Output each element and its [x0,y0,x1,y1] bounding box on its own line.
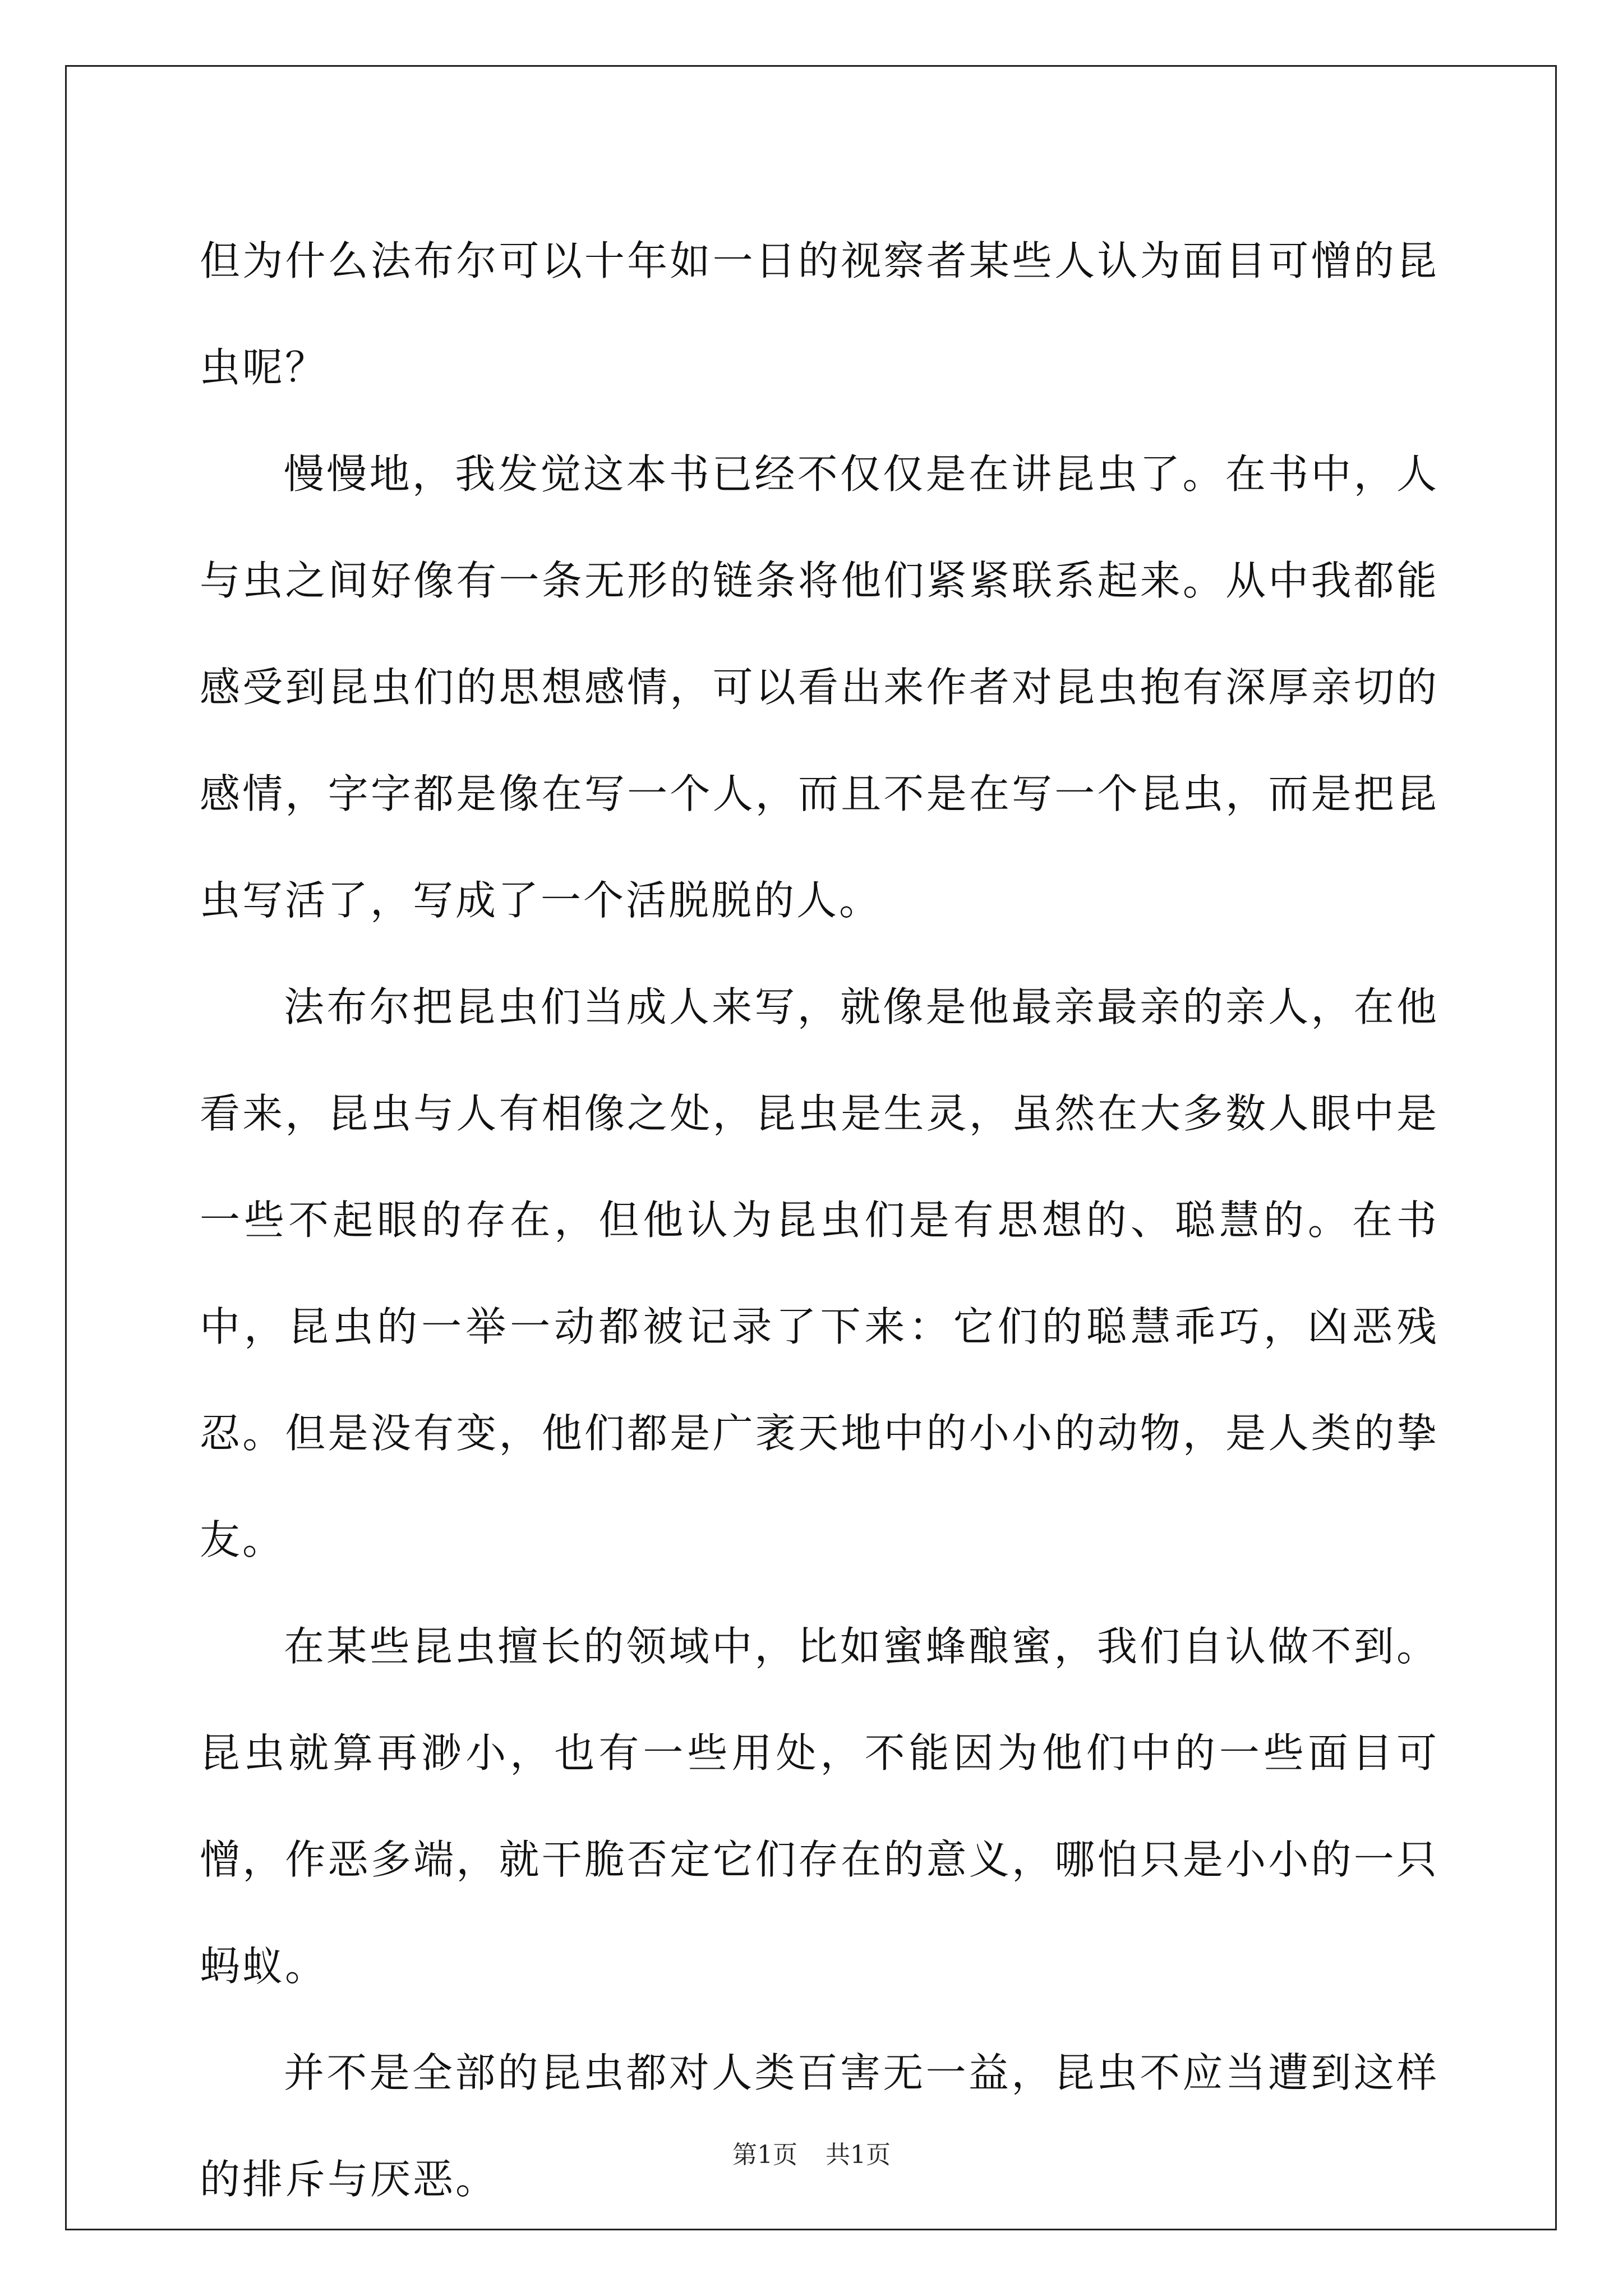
paragraph-3: 法布尔把昆虫们当成人来写，就像是他最亲最亲的亲人，在他看来，昆虫与人有相像之处，昆虫是生灵，虽然在大多数人眼中是一些不起眼的存在，但他认为昆虫们是有思想的、聪慧的。在书中，昆虫的一举一动都被记录了下来：它们的聪慧乖巧，凶恶残忍。但是没有变，他们都是广袤天地中的小小的动物，是人类的挚友。 [200,983,1439,1563]
paragraph-4: 在某些昆虫擅长的领域中，比如蜜蜂酿蜜，我们自认做不到。昆虫就算再渺小，也有一些用处，不能因为他们中的一些面目可憎，作恶多端，就干脆否定它们存在的意义，哪怕只是小小的一只蚂蚁。 [200,1623,1439,1990]
paragraph-2: 慢慢地，我发觉这本书已经不仅仅是在讲昆虫了。在书中，人与虫之间好像有一条无形的链条将他们紧紧联系起来。从中我都能感受到昆虫们的思想感情，可以看出来作者对昆虫抱有深厚亲切的感情，字字都是像在写一个人，而且不是在写一个昆虫，而是把昆虫写活了，写成了一个活脱脱的人。 [200,450,1439,924]
paragraph-5: 并不是全部的昆虫都对人类百害无一益，昆虫不应当遭到这样的排斥与厌恶。 [200,2049,1439,2203]
page-total: 共1页 [826,2141,891,2169]
page-footer [0,2134,1623,2170]
paragraph-1: 但为什么法布尔可以十年如一日的视察者某些人认为面目可憎的昆虫呢？ [200,237,1439,391]
document-body [200,208,1439,2233]
page-number: 第1页 [732,2141,797,2169]
